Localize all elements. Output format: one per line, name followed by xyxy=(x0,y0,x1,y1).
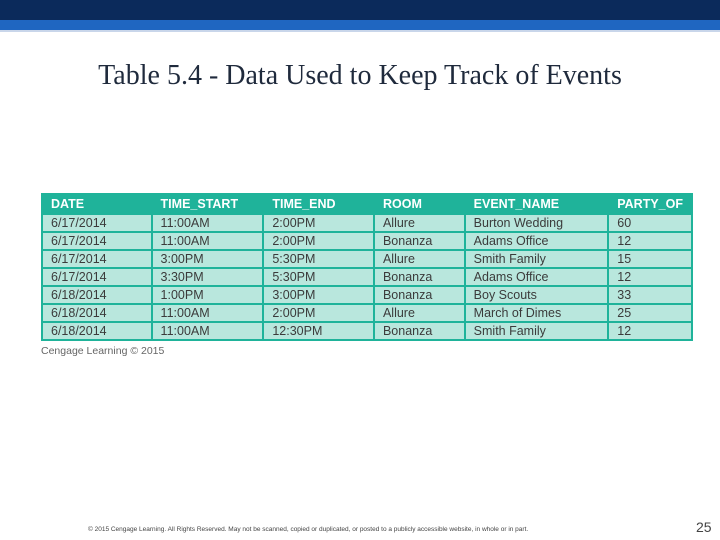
table-row xyxy=(43,323,691,339)
cell-date: 6/17/2014 xyxy=(43,269,151,285)
cell-time-start: 11:00AM xyxy=(153,233,263,249)
header-date: DATE xyxy=(43,195,151,213)
header-event-name: EVENT_NAME xyxy=(466,195,608,213)
cell-date: 6/17/2014 xyxy=(43,233,151,249)
cell-time-end: 3:00PM xyxy=(264,287,373,303)
image-credit: Cengage Learning © 2015 xyxy=(41,345,165,357)
cell-room: Allure xyxy=(375,215,464,231)
cell-room: Bonanza xyxy=(375,287,464,303)
cell-room: Bonanza xyxy=(375,323,464,339)
table-row xyxy=(43,287,691,303)
cell-party-of: 12 xyxy=(609,323,691,339)
cell-time-start: 11:00AM xyxy=(153,305,263,321)
cell-party-of: 60 xyxy=(609,215,691,231)
cell-room: Bonanza xyxy=(375,233,464,249)
cell-event-name: Adams Office xyxy=(466,233,608,249)
cell-time-end: 5:30PM xyxy=(264,269,373,285)
table-row xyxy=(43,233,691,249)
table-row xyxy=(43,215,691,231)
cell-time-end: 2:00PM xyxy=(264,215,373,231)
cell-event-name: March of Dimes xyxy=(466,305,608,321)
cell-room: Bonanza xyxy=(375,269,464,285)
table-header-row xyxy=(43,195,691,213)
cell-event-name: Boy Scouts xyxy=(466,287,608,303)
copyright-footer: © 2015 Cengage Learning. All Rights Reserved. May not be scanned, copied or duplicated, or posted to a publicly accessible website, in whole or in part. xyxy=(88,526,529,533)
cell-time-end: 12:30PM xyxy=(264,323,373,339)
cell-time-start: 11:00AM xyxy=(153,323,263,339)
cell-room: Allure xyxy=(375,251,464,267)
cell-time-start: 1:00PM xyxy=(153,287,263,303)
cell-party-of: 15 xyxy=(609,251,691,267)
table-row xyxy=(43,269,691,285)
top-banner-blue xyxy=(0,20,720,30)
cell-date: 6/18/2014 xyxy=(43,287,151,303)
cell-event-name: Burton Wedding xyxy=(466,215,608,231)
cell-time-start: 3:00PM xyxy=(153,251,263,267)
cell-date: 6/18/2014 xyxy=(43,323,151,339)
cell-time-end: 2:00PM xyxy=(264,233,373,249)
top-banner-rule xyxy=(0,30,720,32)
cell-party-of: 25 xyxy=(609,305,691,321)
cell-party-of: 12 xyxy=(609,269,691,285)
table-row xyxy=(43,251,691,267)
cell-event-name: Adams Office xyxy=(466,269,608,285)
header-room: ROOM xyxy=(375,195,464,213)
cell-room: Allure xyxy=(375,305,464,321)
page-number: 25 xyxy=(696,519,712,535)
header-time-end: TIME_END xyxy=(264,195,373,213)
cell-time-start: 3:30PM xyxy=(153,269,263,285)
cell-event-name: Smith Family xyxy=(466,251,608,267)
header-time-start: TIME_START xyxy=(153,195,263,213)
cell-party-of: 33 xyxy=(609,287,691,303)
events-table xyxy=(41,193,693,341)
cell-date: 6/17/2014 xyxy=(43,215,151,231)
cell-party-of: 12 xyxy=(609,233,691,249)
cell-date: 6/17/2014 xyxy=(43,251,151,267)
slide-title: Table 5.4 - Data Used to Keep Track of Events xyxy=(98,60,622,91)
cell-time-start: 11:00AM xyxy=(153,215,263,231)
header-party-of: PARTY_OF xyxy=(609,195,691,213)
top-banner-dark xyxy=(0,0,720,20)
cell-date: 6/18/2014 xyxy=(43,305,151,321)
cell-event-name: Smith Family xyxy=(466,323,608,339)
table-row xyxy=(43,305,691,321)
cell-time-end: 2:00PM xyxy=(264,305,373,321)
cell-time-end: 5:30PM xyxy=(264,251,373,267)
